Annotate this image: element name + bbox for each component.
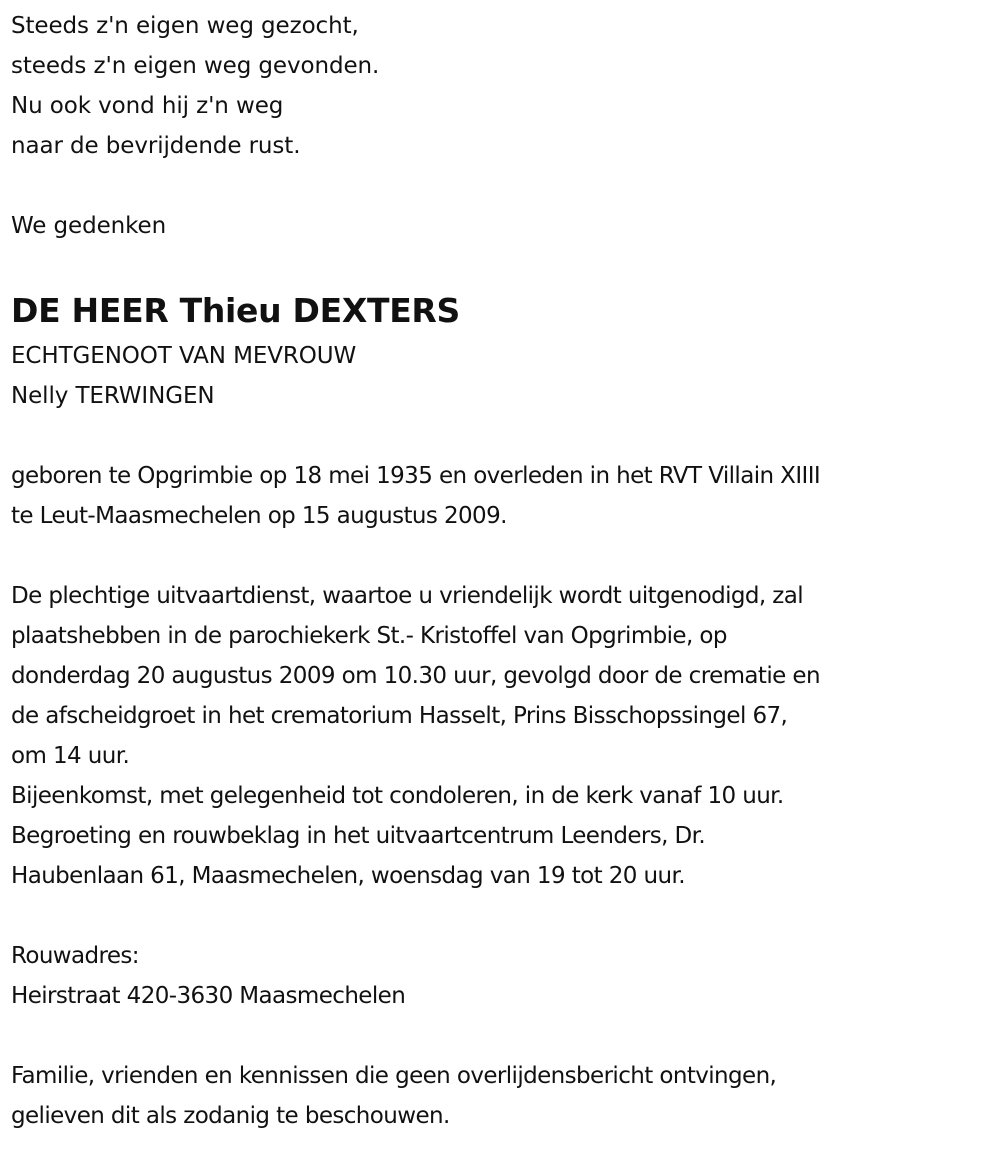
poem-line: Nu ook vond hij z'n weg [11,93,284,119]
closing-paragraph [11,1056,1000,1136]
paragraph-line: om 14 uur. [11,743,130,769]
spacer [11,1016,1000,1056]
spouse-line: Nelly TERWINGEN [11,383,215,409]
spacer [11,166,1000,206]
paragraph-line: de afscheidgroet in het crematorium Hasselt, Prins Bisschopssingel 67, [11,703,788,729]
address-value: Heirstraat 420-3630 Maasmechelen [11,983,406,1009]
birth-death-paragraph [11,456,1000,536]
funeral-paragraph [11,576,1000,896]
paragraph-line: donderdag 20 augustus 2009 om 10.30 uur, gevolgd door de crematie en [11,663,820,689]
spacer [11,536,1000,576]
paragraph-line: Haubenlaan 61, Maasmechelen, woensdag van 19 tot 20 uur. [11,863,685,889]
paragraph-line: te Leut-Maasmechelen op 15 augustus 2009. [11,503,507,529]
spacer [11,896,1000,936]
mourning-address [11,936,1000,1016]
paragraph-line: De plechtige uitvaartdienst, waartoe u vriendelijk wordt uitgenodigd, zal [11,583,804,609]
paragraph-line: plaatshebben in de parochiekerk St.- Kristoffel van Opgrimbie, op [11,623,727,649]
spouse-line: ECHTGENOOT VAN MEVROUW [11,343,357,369]
spacer [11,246,1000,278]
poem [11,6,1000,166]
paragraph-line: geboren te Opgrimbie op 18 mei 1935 en overleden in het RVT Villain XIIII [11,463,821,489]
paragraph-line: Begroeting en rouwbeklag in het uitvaartcentrum Leenders, Dr. [11,823,706,849]
spacer [11,416,1000,456]
poem-line: naar de bevrijdende rust. [11,133,301,159]
intro-text: We gedenken [11,213,167,239]
deceased-name: DE HEER Thieu DEXTERS [11,291,461,330]
paragraph-line: Familie, vrienden en kennissen die geen overlijdensbericht ontvingen, [11,1063,777,1089]
paragraph-line: gelieven dit als zodanig te beschouwen. [11,1103,450,1129]
paragraph-line: Bijeenkomst, met gelegenheid tot condoleren, in de kerk vanaf 10 uur. [11,783,784,809]
address-label: Rouwadres: [11,943,139,969]
poem-line: Steeds z'n eigen weg gezocht, [11,13,359,39]
poem-line: steeds z'n eigen weg gevonden. [11,53,380,79]
